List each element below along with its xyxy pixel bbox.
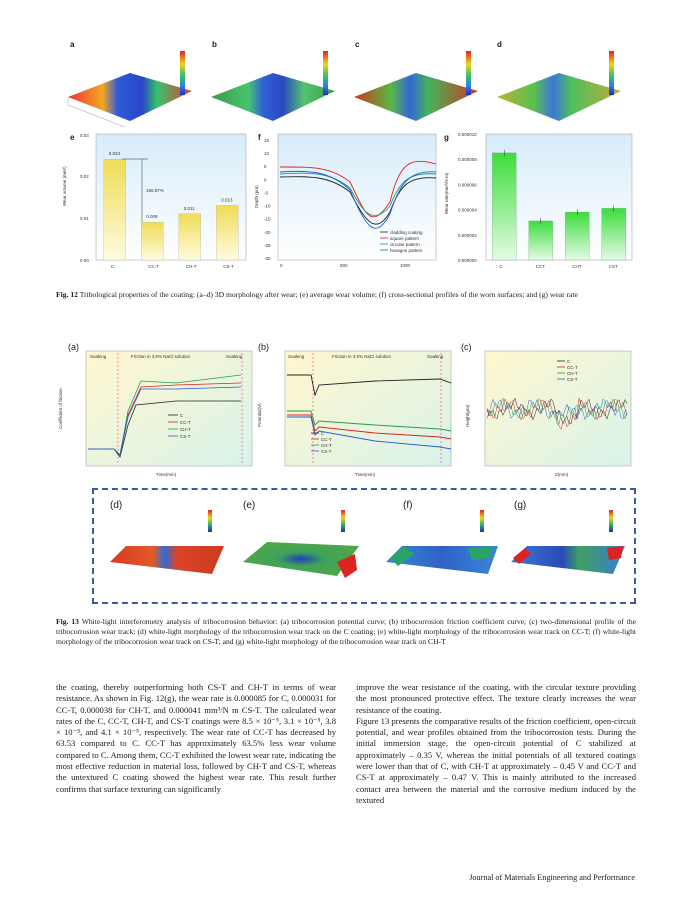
a13-annot-mid: Friction in 3.5% NaCl solution (131, 354, 191, 359)
b13-annot-left: Soaking (288, 354, 305, 359)
fig12-label-f: f (258, 133, 261, 142)
g-ylabel: Wear rate(mm³/N·m) (444, 172, 449, 214)
b13-annot-mid: Friction in 3.5% NaCl solution (332, 354, 392, 359)
g-category-label: CST (608, 264, 618, 269)
b13-legend-1: CC-T (321, 437, 332, 442)
fig12-label-b: b (212, 40, 217, 49)
a13-xlabel: Time(min) (156, 472, 177, 477)
fig13-morph-f (380, 506, 502, 588)
f-ytick: -15 (264, 216, 271, 222)
fig13-label-g: (g) (514, 500, 527, 511)
g-category-label: C (499, 264, 503, 269)
e-bar (216, 205, 238, 260)
fig12-3d-surface-c (346, 45, 491, 127)
fig13-label-b: (b) (258, 342, 269, 352)
e-ytick-1: 0.01 (80, 216, 89, 221)
g-ytick: 0.000008 (458, 157, 477, 163)
g-ytick: 0.000000 (458, 258, 477, 263)
f-ytick: 0 (264, 177, 267, 183)
g-ytick: 0.000002 (458, 232, 477, 238)
fig13-label-f: (f) (403, 500, 413, 511)
b13-ylabel: Potential(V) (257, 403, 262, 427)
e-bar (141, 222, 163, 260)
f-ylabel: Depth (μm) (254, 185, 259, 208)
b13-legend-2: CH-T (321, 443, 332, 448)
f-legend-3: hexagon pattern (390, 248, 423, 253)
b13-xlabel: Time(min) (355, 472, 376, 477)
body-column-right: improve the wear resistance of the coating, with the circular texture providing the most pronounced protective effect. The texture clearly increases the wear resistance of the coating. Figure 13 presents the comparative results of the friction coefficient, open-circuit potential, and wear profiles obtained from the tribocorrosion tests. During the initial immersion stage, the open-circuit potential of C stabilized at approximately – 0.35 V, whereas the initial potentials of all textured coatings were lower than that of C, with CH-T at approximately – 0.45 V and CC-T and CS-T at approximately – 0.47 V. This is mainly attributed to the increased contact area between the material and the corrosive medium induced by the textured (356, 682, 636, 805)
g-bar (602, 208, 626, 260)
fig13-morph-e (237, 506, 363, 588)
fig12-caption (56, 290, 636, 300)
e-bar (104, 159, 126, 260)
e-ytick-2: 0.02 (80, 174, 89, 179)
a13-ylabel: Coefficient of friction (58, 388, 63, 429)
a13-legend-2: CH-T (180, 427, 191, 432)
fig12-label-a: a (70, 40, 75, 49)
e-category-label: CS-T (223, 264, 234, 269)
f-xtick-2: 1000 (400, 263, 411, 268)
g-bar (529, 221, 553, 260)
e-bar-value-label: 0.009 (146, 214, 158, 220)
f-ytick: -20 (264, 229, 271, 235)
fig12-3d-surface-b (203, 45, 348, 127)
f-xtick-1: 500 (340, 263, 348, 268)
c13-legend-3: CS-T (567, 377, 578, 382)
fig12-label-e: e (70, 133, 75, 142)
fig12-caption-label: Fig. 12 (56, 290, 78, 299)
fig13-morph-d (104, 506, 230, 588)
a13-legend-0: C (180, 413, 184, 418)
f-ytick: -25 (264, 242, 271, 248)
g-category-label: CCT (535, 264, 545, 269)
a13-annot-right: Soaking (226, 354, 243, 359)
e-bar-value-label: 0.013 (221, 197, 233, 203)
g-bar (492, 153, 516, 260)
fig13-caption-label: Fig. 13 (56, 617, 79, 626)
a13-annot-left: Soaking (90, 354, 107, 359)
fig12-caption-text: Tribological properties of the coating: (a–d) 3D morphology after wear; (e) average wear volume; (f) cross-sectional profiles of the worn surfaces; and (g) wear rate (79, 290, 578, 299)
fig12-3d-surface-a (60, 45, 205, 127)
e-category-label: C (110, 264, 114, 269)
f-ytick: 10 (264, 151, 270, 157)
fig12-label-d: d (497, 40, 502, 49)
e-annotation-text: 166.67% (146, 188, 164, 193)
a13-legend-3: CS-T (180, 434, 191, 439)
b13-annot-right: Soaking (427, 354, 444, 359)
c13-xlabel: Z(mm) (555, 472, 569, 477)
fig13-caption-text: White-light interferometry analysis of tribocorrosion behavior: (a) tribocorrosion potential curve; (b) tribocorrosion friction coefficient curve; (c) two-dimensional profile of the tribocorrosion wear track; (d) white-light morphology of the tribocorrosion wear track on the C coating; (e) white-light morphology of the tribocorrosion wear track on CC-T; (f) white-light morphology of the tribocorrosion wear track on CS-T; and (g) white-light morphology of the tribocorrosion wear track on CH-T (56, 617, 636, 646)
e-bar (179, 214, 201, 260)
c13-legend-1: CC-T (567, 365, 578, 370)
e-bar-value-label: 0.024 (108, 151, 121, 157)
g-ytick-group (458, 132, 477, 263)
e-bar-value-label: 0.011 (183, 205, 195, 211)
fig13-label-e: (e) (243, 500, 256, 511)
e-ytick-0: 0.00 (80, 258, 89, 263)
e-ytick-3: 0.03 (80, 133, 89, 138)
g-ytick: 0.000006 (458, 182, 477, 188)
fig13-morph-g (505, 506, 631, 588)
fig13-potential-chart (255, 345, 455, 480)
f-ytick: 15 (264, 138, 270, 143)
fig13-label-d: (d) (110, 500, 123, 511)
f-ytick: 5 (264, 164, 267, 170)
g-ytick: 0.000004 (458, 207, 477, 213)
f-legend-0: cladding coating (390, 230, 423, 235)
f-ytick: -10 (264, 203, 271, 209)
fig12-label-g: g (444, 133, 449, 142)
fig12-profile-chart (250, 132, 440, 272)
f-ytick-group (264, 138, 271, 261)
b13-legend-0: C (321, 431, 325, 436)
c13-ylabel: Height(μm) (465, 404, 470, 427)
fig13-label-c: (c) (461, 342, 472, 352)
b13-legend-3: CS-T (321, 449, 332, 454)
fig12-wear-volume-chart (58, 132, 250, 272)
f-legend-1: square pattern (390, 236, 420, 241)
fig13-cof-chart (56, 345, 256, 480)
fig13-caption (56, 617, 636, 647)
f-ytick: -5 (264, 190, 269, 196)
f-ytick: -30 (264, 256, 271, 261)
f-legend-2: circular pattern (390, 242, 420, 247)
g-bar (565, 212, 589, 260)
fig12-wear-rate-chart (440, 132, 635, 272)
e-ylabel: Wear volume (mm³) (62, 166, 67, 206)
fig12-3d-surface-d (489, 45, 634, 127)
fig13-height-profile-chart (455, 345, 635, 480)
c13-legend-0: C (567, 359, 571, 364)
e-category-label: CH-T (185, 264, 197, 269)
fig13-label-a: (a) (68, 342, 79, 352)
f-xtick-0: 0 (280, 263, 283, 268)
g-ytick: 0.000010 (458, 132, 477, 137)
a13-legend-1: CC-T (180, 420, 191, 425)
fig12-label-c: c (355, 40, 360, 49)
journal-footer: Journal of Materials Engineering and Performance (469, 873, 635, 882)
g-category-label: CHT (572, 264, 582, 269)
e-category-label: CC-T (148, 264, 159, 269)
c13-legend-2: CH-T (567, 371, 578, 376)
body-column-left: the coating, thereby outperforming both CS-T and CH-T in terms of wear resistance. As shown in Fig. 12(g), the wear rate is 0.000085 for C, 0.000031 for CC-T, 0.000038 for CH-T, and 0.000041 mm³/N m CS-T. The calculated wear rates of the C, CC-T, CH-T, and CS-T coatings were 8.5 × 10⁻⁵, 3.1 × 10⁻⁵, 3.8 × 10⁻⁵, and 4.1 × 10⁻⁵, respectively. The wear rate of CC-T has decreased by 63.53 compared to C. CC-T has approximately 63.5% less wear volume compared to C. Among them, CC-T exhibited the lowest wear rate, indicating the most effective reduction in material loss, followed by CH-T and CS-T, whereas the untextured C coating showed the highest wear rate. This result further confirms that surface texturing can significantly (56, 682, 336, 794)
